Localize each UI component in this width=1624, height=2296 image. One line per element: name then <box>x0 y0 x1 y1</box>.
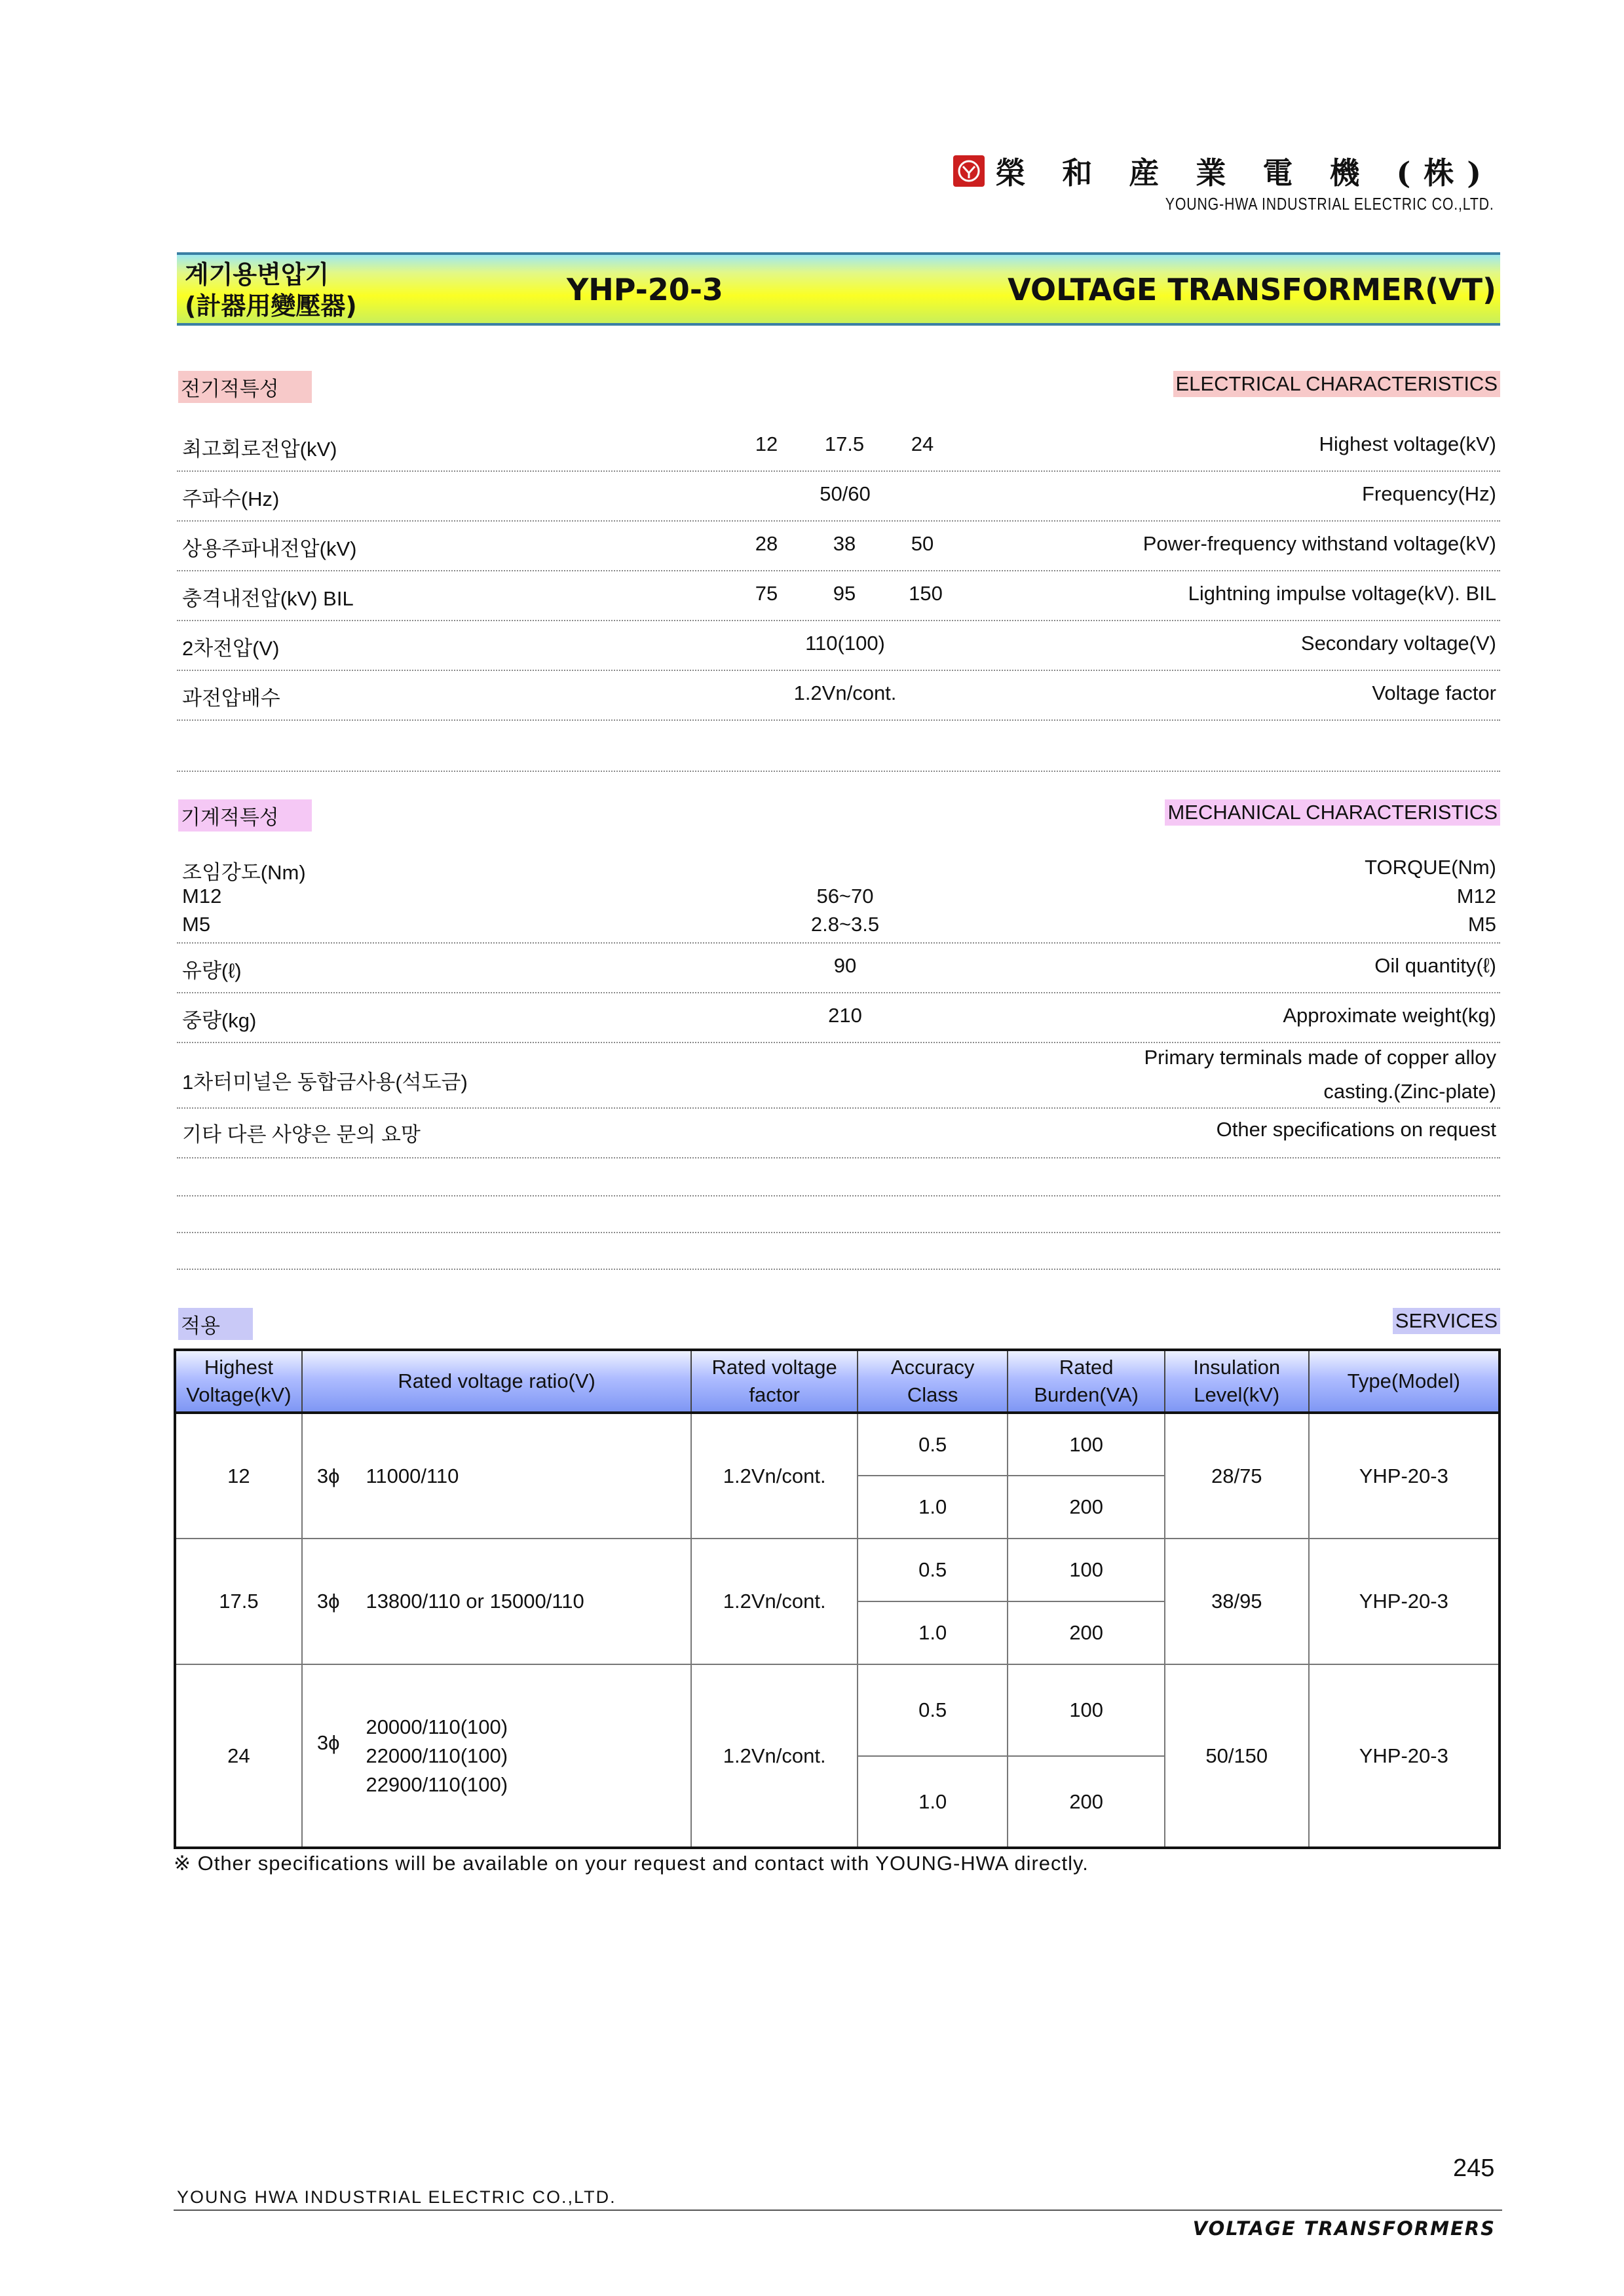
cell-insulation-level: 38/95 <box>1165 1539 1309 1664</box>
dotted-divider <box>177 1232 1500 1233</box>
spec-row-weight <box>177 993 1500 1043</box>
cell-accuracy-class: 0.5 <box>858 1664 1008 1756</box>
torque-m12-label-en: M12 <box>1456 885 1496 908</box>
footer-company-name: YOUNG HWA INDUSTRIAL ELECTRIC CO.,LTD. <box>177 2187 616 2207</box>
column-header-line: Rated voltage <box>711 1356 837 1379</box>
spec-value-1: 28 <box>755 532 778 555</box>
title-model: YHP-20-3 <box>567 272 723 307</box>
cell-highest-voltage: 12 <box>175 1413 302 1539</box>
page-number: 245 <box>1453 2154 1495 2182</box>
table-header-row <box>175 1350 1500 1413</box>
spec-value-3: 150 <box>909 582 943 605</box>
ratio-value: 22000/110(100) <box>366 1744 508 1767</box>
company-logo-icon <box>953 155 985 187</box>
spec-value: 210 <box>828 1004 862 1027</box>
spec-row-voltage-factor <box>177 671 1500 721</box>
torque-label-en: TORQUE(Nm) <box>1365 856 1496 879</box>
spec-value: 110(100) <box>805 632 885 655</box>
column-header-line: Burden(VA) <box>1034 1383 1139 1406</box>
cell-voltage-ratio <box>302 1664 692 1848</box>
spec-label-en-line1: Primary terminals made of copper alloy <box>1144 1046 1496 1069</box>
column-header-rated-voltage-factor <box>691 1350 858 1413</box>
cell-highest-voltage: 24 <box>175 1664 302 1848</box>
cell-highest-voltage: 17.5 <box>175 1539 302 1664</box>
spec-row-highest-voltage <box>177 425 1500 472</box>
electrical-section-heading-kr: 전기적특성 <box>178 371 312 403</box>
title-korean <box>185 259 357 322</box>
spec-label-en: Voltage factor <box>1372 681 1496 704</box>
cell-voltage-factor: 1.2Vn/cont. <box>691 1539 858 1664</box>
column-header-highest-voltage <box>175 1350 302 1413</box>
phase-symbol: 3ϕ <box>316 1464 340 1487</box>
title-korean-line1: 계기용변압기 <box>185 260 330 289</box>
spec-label-kr: 2차전압(V) <box>182 637 280 660</box>
title-korean-line2: (計器用變壓器) <box>185 292 357 320</box>
column-header-line: Highest <box>204 1356 273 1379</box>
ratio-value: 22900/110(100) <box>366 1772 508 1796</box>
spec-row-secondary-voltage <box>177 621 1500 671</box>
cell-accuracy-class: 1.0 <box>858 1476 1008 1539</box>
spec-value-2: 38 <box>833 532 856 555</box>
column-header-line: Class <box>907 1383 958 1406</box>
column-header-line: Accuracy <box>890 1356 975 1379</box>
electrical-section-heading-en: ELECTRICAL CHARACTERISTICS <box>1173 371 1501 397</box>
spec-label-en: Highest voltage(kV) <box>1319 432 1496 455</box>
spec-label-en: Oil quantity(ℓ) <box>1374 954 1496 977</box>
column-header-line: Rated <box>1059 1356 1114 1379</box>
company-logo-row <box>953 149 1494 193</box>
spec-label-en: Frequency(Hz) <box>1362 482 1496 505</box>
column-header-line: Insulation <box>1193 1356 1281 1379</box>
cell-accuracy-class: 0.5 <box>858 1413 1008 1476</box>
spec-label-kr: 최고회로전압(kV) <box>182 438 337 461</box>
column-header-insulation-level <box>1165 1350 1309 1413</box>
spec-value: 50/60 <box>820 482 871 505</box>
title-english: VOLTAGE TRANSFORMER(VT) <box>1008 272 1496 307</box>
ratio-value: 20000/110(100) <box>366 1715 508 1738</box>
cell-accuracy-class: 1.0 <box>858 1601 1008 1664</box>
spec-label-en: Secondary voltage(V) <box>1300 632 1496 655</box>
spec-label-kr: 기타 다른 사양은 문의 요망 <box>182 1123 421 1146</box>
cell-type-model: YHP-20-3 <box>1309 1413 1500 1539</box>
cell-voltage-factor: 1.2Vn/cont. <box>691 1664 858 1848</box>
spec-value-3: 50 <box>911 532 934 555</box>
cell-voltage-ratio <box>302 1539 692 1664</box>
cell-accuracy-class: 0.5 <box>858 1539 1008 1601</box>
column-header-line: factor <box>749 1383 800 1406</box>
table-row <box>175 1664 1500 1756</box>
spec-value-3: 24 <box>911 432 934 455</box>
table-row <box>175 1413 1500 1476</box>
spec-label-kr: 중량(kg) <box>182 1009 257 1032</box>
spec-label-kr: 과전압배수 <box>182 687 280 710</box>
spec-row-power-frequency-withstand <box>177 522 1500 571</box>
torque-m5-label: M5 <box>182 913 211 936</box>
spec-label-kr: 충격내전압(kV) BIL <box>182 587 354 610</box>
footer-section-title: VOLTAGE TRANSFORMERS <box>1192 2217 1496 2240</box>
ratio-value: 11000/110 <box>366 1464 459 1487</box>
dotted-divider <box>177 1195 1500 1196</box>
spec-row-lightning-impulse <box>177 571 1500 621</box>
phase-symbol: 3ϕ <box>316 1590 340 1613</box>
footnote: ※ Other specifications will be available on your request and contact with YOUNG-HWA directly. <box>174 1852 1089 1875</box>
company-name-english: YOUNG-HWA INDUSTRIAL ELECTRIC CO.,LTD. <box>1165 194 1494 214</box>
services-section-heading-en: SERVICES <box>1393 1308 1500 1334</box>
cell-rated-burden: 200 <box>1008 1756 1165 1848</box>
spec-row-frequency <box>177 472 1500 522</box>
mechanical-section-heading-en: MECHANICAL CHARACTERISTICS <box>1165 799 1500 826</box>
cell-rated-burden: 200 <box>1008 1476 1165 1539</box>
torque-m12-value: 56~70 <box>816 885 874 908</box>
spec-label-kr: 상용주파내전압(kV) <box>182 537 357 560</box>
cell-rated-burden: 100 <box>1008 1664 1165 1756</box>
column-header-line: Level(kV) <box>1194 1383 1280 1406</box>
company-name-cjk: 榮 和 産 業 電 機 (株) <box>995 155 1494 191</box>
spec-label-en: Lightning impulse voltage(kV). BIL <box>1188 582 1496 605</box>
services-table <box>174 1349 1501 1849</box>
column-header-type-model: Type(Model) <box>1309 1350 1500 1413</box>
table-row <box>175 1539 1500 1601</box>
torque-label-kr: 조임강도(Nm) <box>182 861 306 884</box>
spec-label-en: Power-frequency withstand voltage(kV) <box>1142 532 1496 555</box>
spec-label-kr: 1차터미널은 동합금사용(석도금) <box>182 1071 468 1094</box>
spec-label-en: Other specifications on request <box>1216 1118 1496 1141</box>
torque-m5-value: 2.8~3.5 <box>810 913 880 936</box>
company-header <box>953 149 1494 214</box>
mechanical-section-heading-kr: 기계적특성 <box>178 799 312 832</box>
cell-voltage-factor: 1.2Vn/cont. <box>691 1413 858 1539</box>
spec-value-1: 12 <box>755 432 778 455</box>
spec-value: 90 <box>833 954 857 977</box>
cell-rated-burden: 100 <box>1008 1413 1165 1476</box>
column-header-accuracy-class <box>858 1350 1008 1413</box>
spec-row-oil-quantity <box>177 944 1500 993</box>
spec-value: 1.2Vn/cont. <box>793 681 897 704</box>
column-header-rated-voltage-ratio: Rated voltage ratio(V) <box>302 1350 692 1413</box>
cell-insulation-level: 50/150 <box>1165 1664 1309 1848</box>
spec-row-primary-terminals <box>177 1043 1500 1109</box>
dotted-divider <box>177 1269 1500 1270</box>
spec-label-kr: 유량(ℓ) <box>182 959 242 982</box>
cell-voltage-ratio <box>302 1413 692 1539</box>
torque-m5-label-en: M5 <box>1467 913 1496 936</box>
spec-value-2: 95 <box>833 582 856 605</box>
services-section-heading-kr: 적용 <box>178 1308 253 1340</box>
cell-insulation-level: 28/75 <box>1165 1413 1309 1539</box>
ratio-value: 13800/110 or 15000/110 <box>366 1590 584 1613</box>
spec-row-other-specifications <box>177 1109 1500 1158</box>
cell-rated-burden: 100 <box>1008 1539 1165 1601</box>
spec-label-en-line2: casting.(Zinc-plate) <box>1323 1080 1496 1103</box>
phase-symbol: 3ϕ <box>316 1731 340 1754</box>
torque-m12-label: M12 <box>182 885 222 908</box>
footer-divider <box>174 2210 1502 2211</box>
spec-value-2: 17.5 <box>824 432 865 455</box>
column-header-rated-burden <box>1008 1350 1165 1413</box>
column-header-line: Voltage(kV) <box>186 1383 292 1406</box>
cell-type-model: YHP-20-3 <box>1309 1664 1500 1848</box>
cell-type-model: YHP-20-3 <box>1309 1539 1500 1664</box>
cell-rated-burden: 200 <box>1008 1601 1165 1664</box>
dotted-divider <box>177 771 1500 772</box>
cell-accuracy-class: 1.0 <box>858 1756 1008 1848</box>
spec-value-1: 75 <box>755 582 778 605</box>
spec-label-en: Approximate weight(kg) <box>1283 1004 1496 1027</box>
title-banner <box>177 252 1500 326</box>
spec-label-kr: 주파수(Hz) <box>182 488 280 510</box>
spec-row-torque <box>177 852 1500 944</box>
